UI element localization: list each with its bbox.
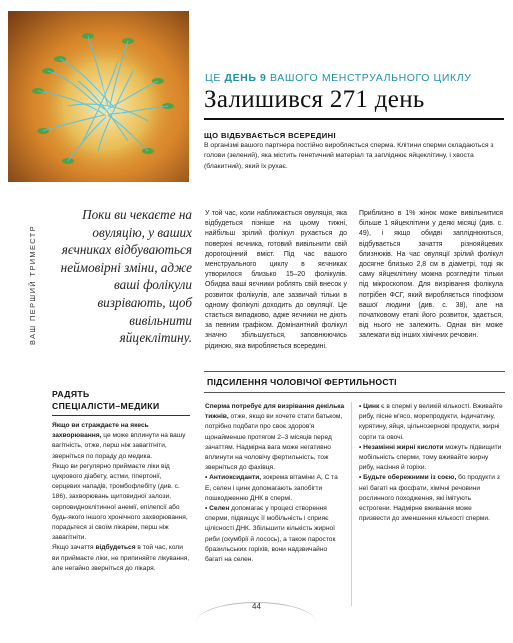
fertility-column-1 (205, 402, 345, 565)
advice-paragraph (52, 421, 190, 462)
page-title: Залишився 271 день (204, 86, 425, 113)
fertility-bullet (359, 473, 503, 524)
bullet-bold: • Будьте обережними із соєю, (359, 474, 457, 482)
advice-p1-rest: це може вплинути на вашу вагітність, отже, перш ніж завагітніти, зверніться по пораду до медика. (52, 432, 186, 460)
advice-p1-bold: Якщо ви страждаєте на якесь захворювання, (52, 422, 149, 440)
advice-divider (52, 415, 190, 416)
bullet-text: допомагає у процесі створення сперми, підвищує її мобільність і сприяє цілісності ДНК. Збільшити кількість жирної риби (скумбрії й лосось), а також паросток бразильських горіхів, вони надзвичайно багаті на селен. (205, 505, 336, 564)
bullet-text: бо продукти з неї багаті на фосфати, хімічні речовини рослинного походження, які імітують естрогени. Надмірне вживання може призвести до зменшення кількості сперми. (359, 474, 500, 523)
kicker-rest: ВАШОГО МЕНСТРУАЛЬНОГО ЦИКЛУ (266, 72, 472, 84)
advice-heading-line2: СПЕЦІАЛІСТИ–МЕДИКИ (52, 401, 160, 411)
pull-quote: Поки ви чекаєте на овуляцію, у ваших яєчниках відбуваються неймовірні зміни, адже ваші фолікули визрівають, щоб вивільнити яйцеклітину. (60, 207, 192, 346)
inside-heading: ЩО ВІДБУВАЄТЬСЯ ВСЕРЕДИНІ (204, 131, 337, 140)
page-number: 44 (252, 602, 261, 611)
inside-caption: В організмі вашого партнера постійно виробляється сперма. Клітини сперми складаються з голови (зелений), яка містить генетичний матеріал та запліднює яйцеклітину, і хвоста (блакитний), який їх рухає. (204, 142, 494, 170)
title-divider (204, 118, 504, 120)
bullet-bold: • Антиоксиданти, (205, 474, 262, 482)
body-column-1: У той час, коли наближається овуляція, яка відбудеться пізніше на цьому тижні, найбільш зрілий фолікул рухається до поверхні яєчника, готовий вивільнити свій дорогоцінний вміст. Під час вашого менструального циклу в яєчниках утворилося близько 15–20 фолікулів. Обидва ваші яєчники роблять свій внесок у розвиток фолікулів, але зазвичай тільки в одному фолікулі доходить до овуляції. Це стається випадково, адже яєчники не діють за певним графіком. Домінантний фолікул значно збільшується, заповнюючись рідиною, яка виробляється всередині. (205, 210, 347, 350)
kicker-prefix: ЦЕ (205, 72, 225, 84)
fertility-bullet (205, 504, 345, 565)
column-divider (351, 402, 352, 606)
fertility-bullet (205, 473, 345, 504)
bullet-bold: • Селен (205, 505, 230, 513)
bullet-text: зокрема вітаміни А, С та Е, селен і цинк допомагають запобігти пошкодженню ДНК в спермі. (205, 474, 338, 502)
fertility-column-2 (359, 402, 503, 524)
advice-p3-bold: відбудеться (95, 544, 136, 552)
body-column-2: Приблизно в 1% жінок може вивільнитися більше 1 яйцеклітини у деякі місяці (див. с. 49), і якщо обидві запліднюються, відбувається зачаття різнояйцевих близнюків. На час овуляції зрілий фолікул досягне близько 2,8 см в діаметрі, тоді як саму яйцеклітину можна розгледіти тільки під мікроскопом. Для визрівання фолікула потрібен ФСГ, який виробляється гіпофізом вашої людини (див. с. 38), але на початковому етапі його розвиток, здається, від нього не залежить. Однак він може залежати від інших хімічних речовин. (359, 210, 503, 340)
fertility-intro-bold: Сперма потребує для визрівання декілька тижнів, (205, 403, 345, 421)
fertility-bullet (359, 402, 503, 443)
fertility-bullet (359, 443, 503, 474)
advice-paragraph (52, 543, 190, 574)
trimester-side-label: ВАШ ПЕРШИЙ ТРИМЕСТР (28, 224, 37, 345)
fertility-heading: ПІДСИЛЕННЯ ЧОЛОВІЧОЇ ФЕРТИЛЬНОСТІ (207, 377, 397, 387)
advice-p3-pre: Якщо зачаття (52, 544, 96, 552)
fertility-intro-rest: отже, якщо ви хочете стати батьком, потрібно подбати про своє здоров'я щонайменше протягом 2–3 місяців перед зачаттям. Надмірна вага може негативно вплинути на чоловічу фертильність, тож зверніться до фахівця. (205, 413, 343, 472)
day-kicker (205, 72, 472, 84)
bullet-bold: • Незамінні жирні кислоти (359, 443, 444, 451)
advice-p3-rest: в той час, коли ви приймаєте ліки, не припиняйте лікування, але негайно зверніться до лікаря. (52, 544, 190, 572)
kicker-day: ДЕНЬ 9 (224, 72, 267, 84)
advice-heading (52, 388, 160, 412)
sperm-micrograph-image (8, 11, 189, 182)
fertility-intro (205, 402, 345, 473)
bullet-bold: • Цинк (359, 403, 380, 410)
advice-body (52, 421, 190, 574)
advice-heading-line1: РАДЯТЬ (52, 389, 90, 399)
fertility-rule-top (204, 371, 505, 372)
fertility-rule-bottom (204, 392, 505, 393)
bullet-text: є в спермі у великій кількості. Вживайте рибу, пісне м'ясо, морепродукти, індичатину, курятину, яйця, цільнозернові продукти, жирні сорти та овочі. (359, 403, 503, 441)
advice-paragraph: Якщо ви регулярно приймаєте ліки від цукрового діабету, астми, гіпертонії, серцевих нападів, тромбофлебіту (див. с. 186), захворювань щитовидної залози, серповидноклітинної анемії, епілепсії або будь-якого іншого хронічного захворювання, порадьтеся зі своїм лікарем, перш ніж завагітніти. (52, 462, 188, 542)
bullet-text: можуть підвищити мобільність сперми, тому вживайте жирну рибу, насіння й горіхи. (359, 443, 502, 472)
